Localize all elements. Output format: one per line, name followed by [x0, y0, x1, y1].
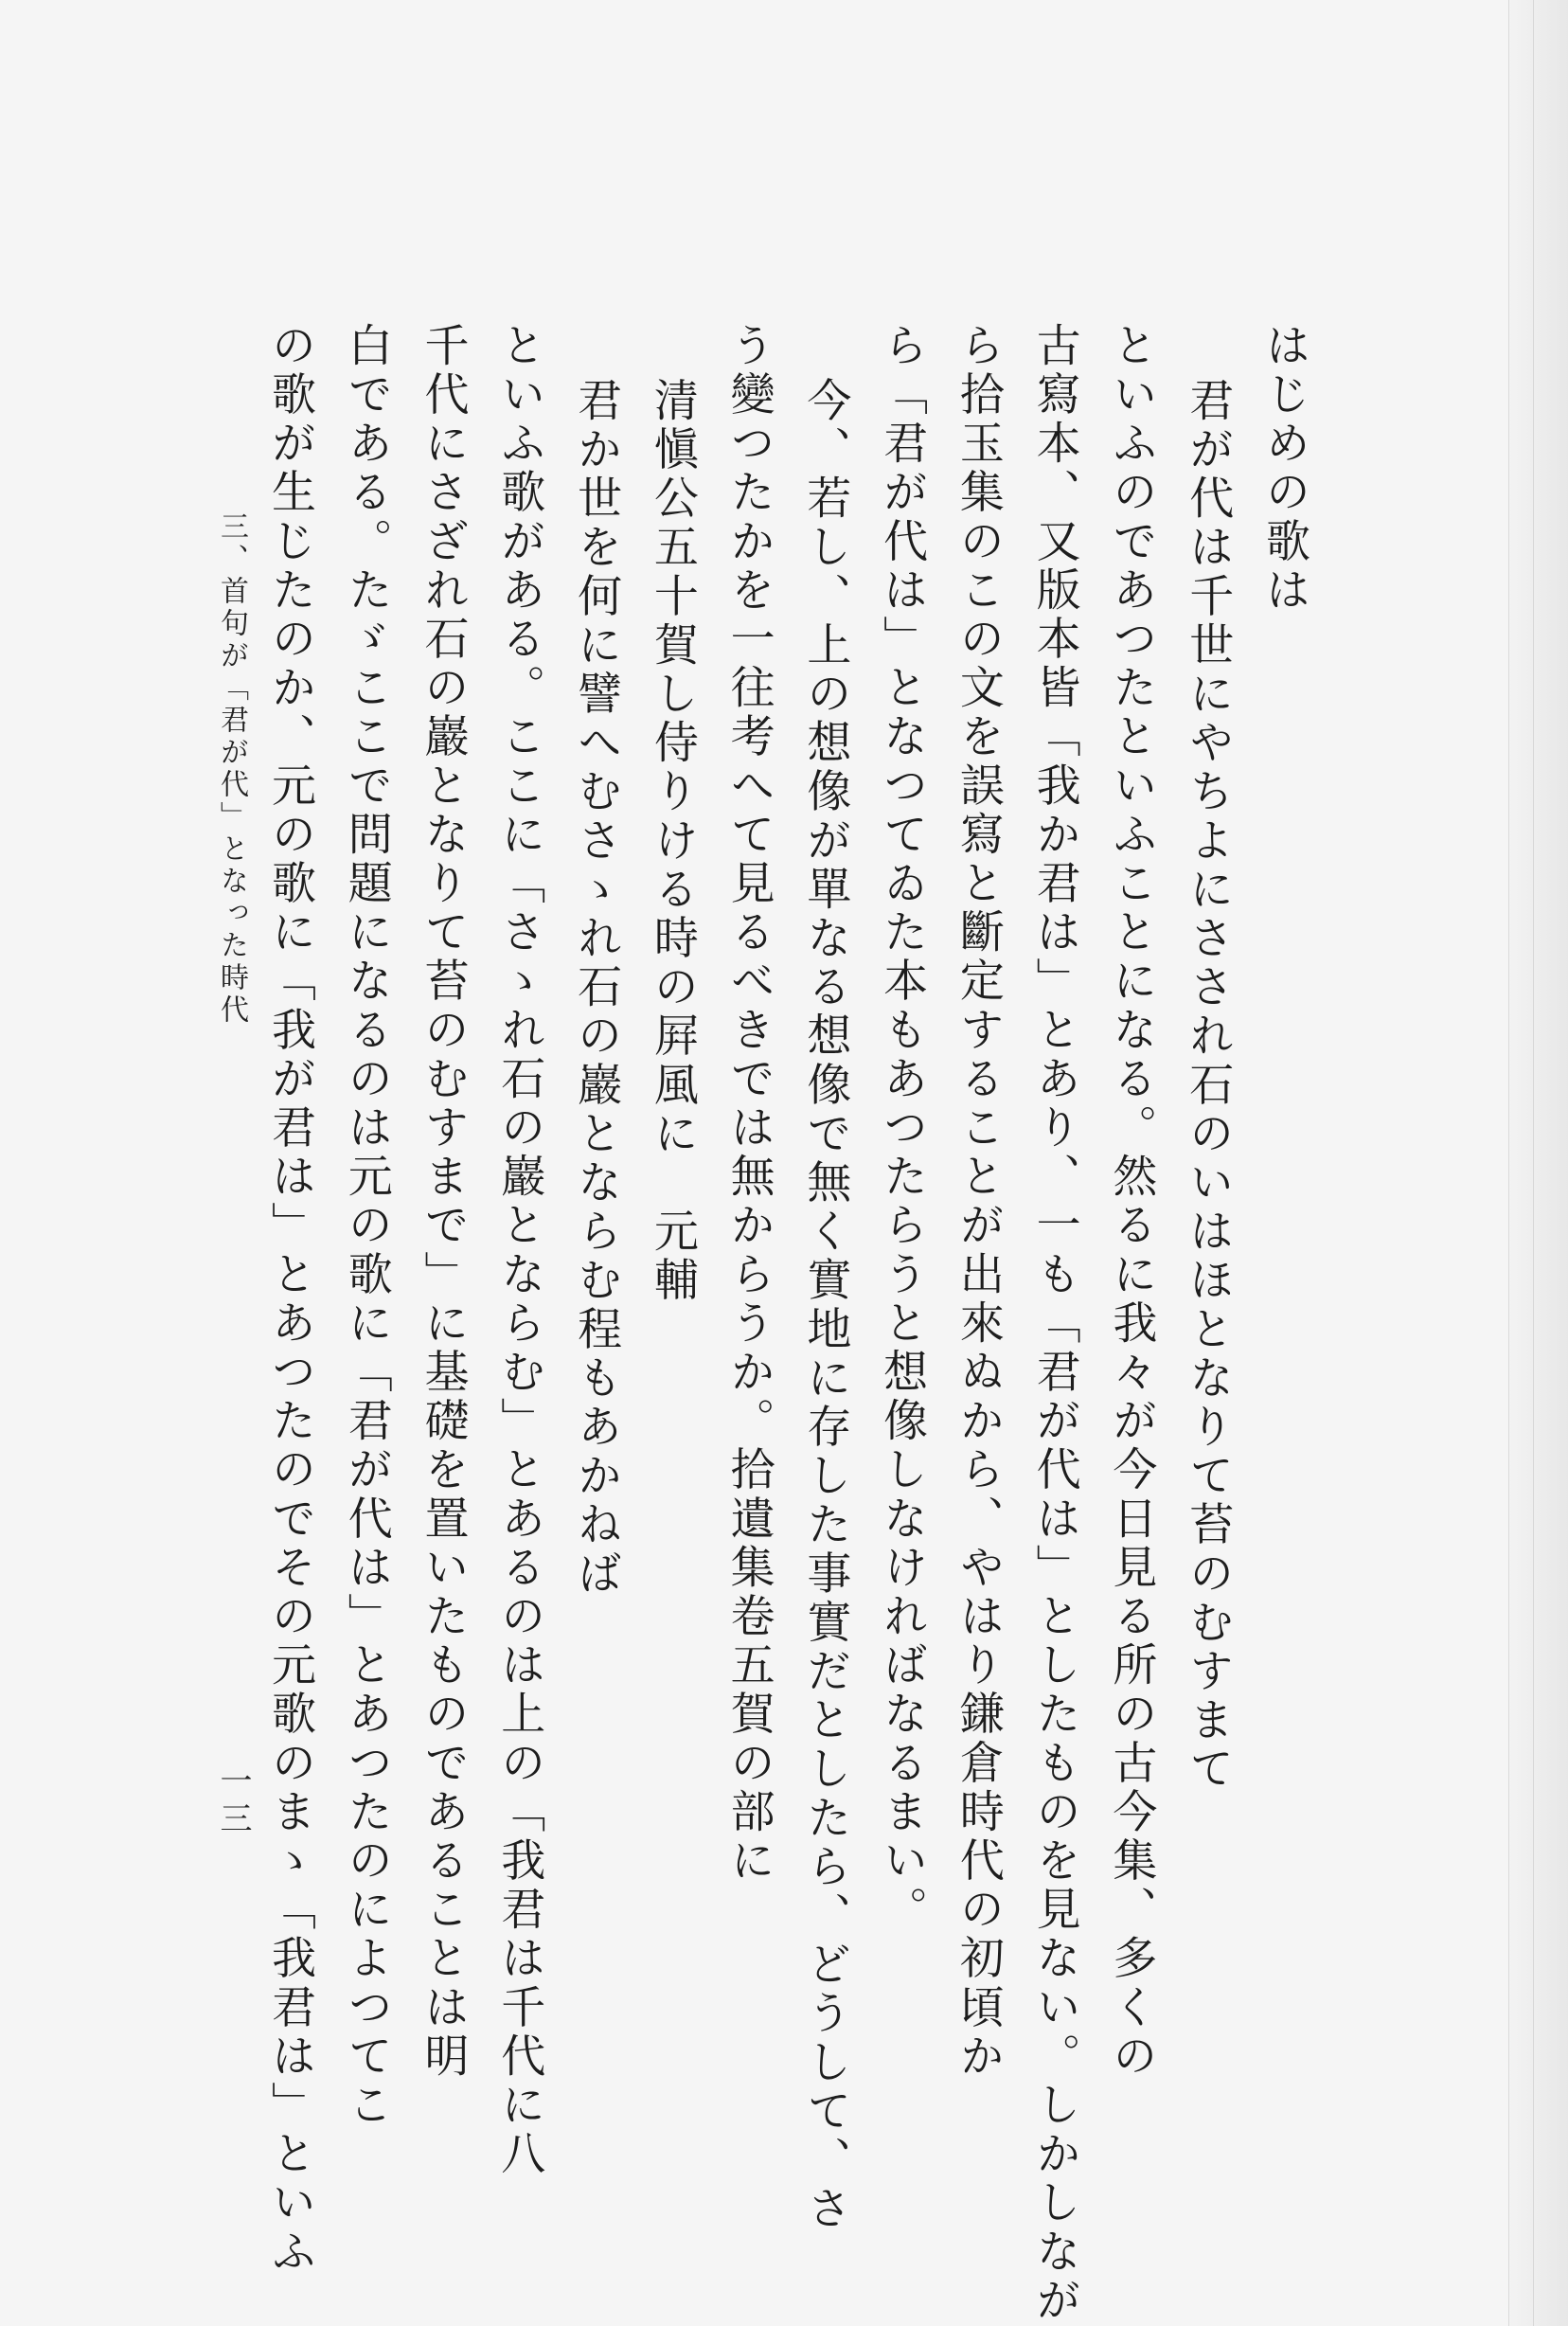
page-edge-shadow	[1508, 0, 1568, 2326]
text-line-2: 君が代は千世にやちよにさされ石のいはほとなりて苔のむすまて	[1182, 377, 1235, 1795]
running-head: 三、首句が「君が代」となった時代	[215, 511, 248, 1027]
text-line-6: ら「君が代は」となつてゐた本もあつたらうと想像しなければなるまい。	[876, 322, 929, 1935]
text-line-8: う變つたかを一往考へて見るべきでは無からうか。拾遺集卷五賀の部に	[722, 322, 775, 1887]
text-line-9: 清愼公五十賀し侍りける時の屛風に 元輔	[646, 377, 699, 1306]
page-edge-line	[1533, 0, 1534, 2326]
text-line-7: 今、若し、上の想像が單なる想像で無く實地に存した事實だとしたら、どうして、さ	[799, 377, 852, 2234]
text-line-11: といふ歌がある。ここに「さゝれ石の巖とならむ」とあるのは上の「我君は千代に八	[493, 322, 546, 2179]
text-line-14: の歌が生じたのか、元の歌に「我が君は」とあつたのでその元歌のまゝ「我君は」といふ	[264, 322, 316, 2277]
text-line-1: はじめの歌は	[1257, 322, 1310, 616]
text-line-10: 君か世を何に譬へむさゝれ石の巖とならむ程もあかねば	[570, 377, 623, 1599]
text-line-13: 白である。たゞここで問題になるのは元の歌に「君が代は」とあつたのによつてこ	[340, 322, 393, 2131]
text-line-12: 千代にさざれ石の巖となりて苔のむすまで」に基礎を置いたものであることは明	[417, 322, 470, 2082]
text-line-4: 古寫本、又版本皆「我か君は」とあり、一も「君が代は」としたものを見ない。しかしなが	[1028, 322, 1081, 2326]
text-line-3: といふのであつたといふことになる。然るに我々が今日見る所の古今集、多くの	[1105, 322, 1158, 2082]
text-line-5: ら拾玉集のこの文を誤寫と斷定することが出來ぬから、やはり鎌倉時代の初頃か	[952, 322, 1005, 2082]
body-text	[256, 322, 1310, 2326]
page-number: 一三	[214, 1763, 252, 1839]
